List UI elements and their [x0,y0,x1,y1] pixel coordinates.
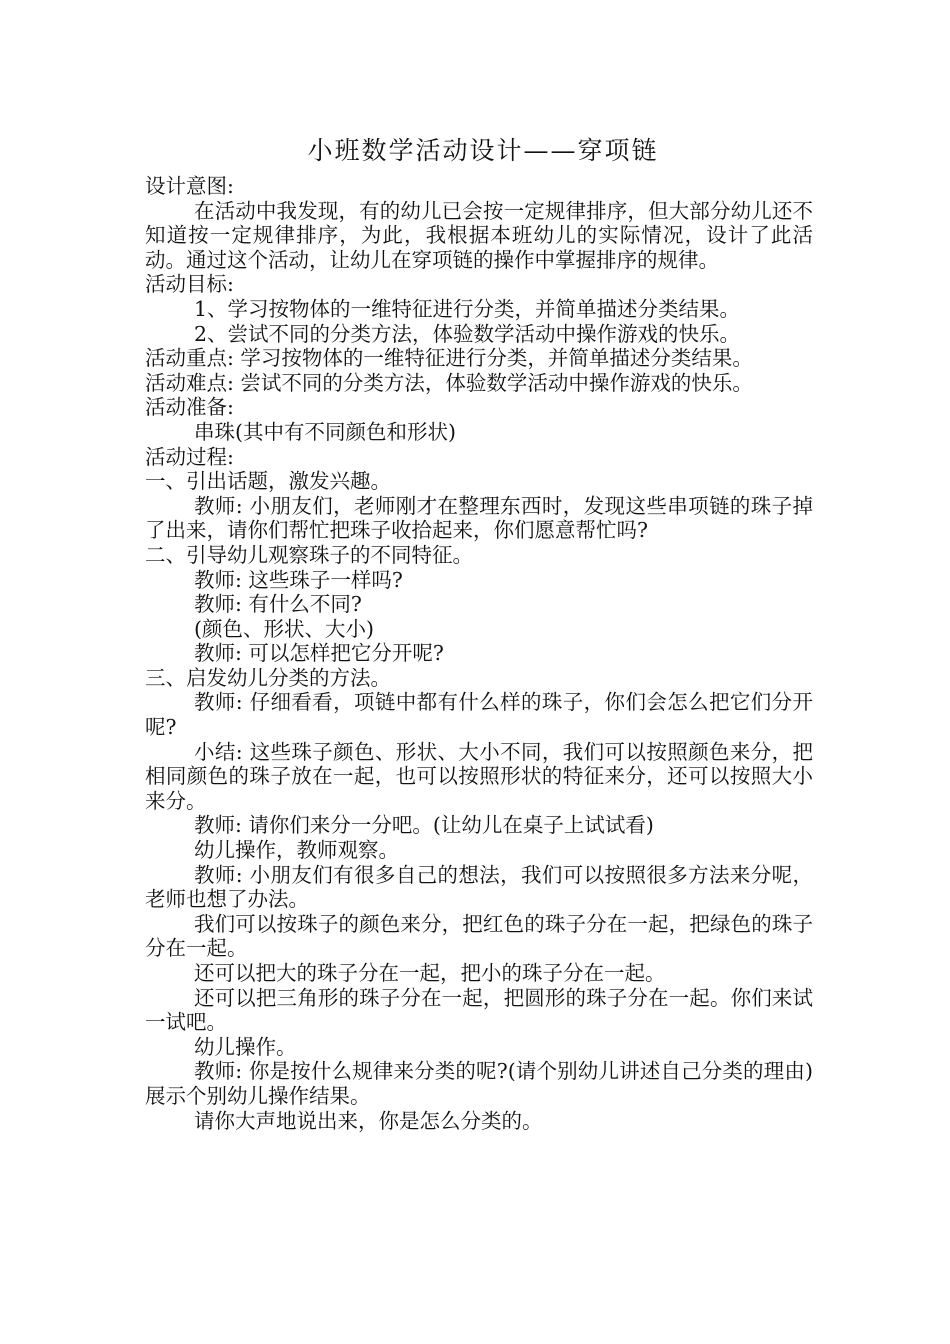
paragraph: 幼儿操作。 [194,1034,297,1059]
paragraph: 教师: 这些珠子一样吗? [194,567,403,592]
paragraph: 还可以把三角形的珠子分在一起，把圆形的珠子分在一起。你们来试一试吧。 [145,985,813,1035]
paragraph: 教师: 小朋友们有很多自己的想法，我们可以按照很多方法来分呢，老师也想了办法。 [145,862,813,912]
paragraph: 我们可以按珠子的颜色来分，把红色的珠子分在一起，把绿色的珠子分在一起。 [145,911,813,961]
paragraph: 活动目标: [145,272,234,297]
paragraph: 设计意图: [145,174,234,198]
paragraph: 一、引出话题，激发兴趣。 [145,469,391,494]
paragraph: 三、启发幼儿分类的方法。 [145,665,391,690]
paragraph: 小结: 这些珠子颜色、形状、大小不同，我们可以按照颜色来分，把相同颜色的珠子放在一起，也可以按照形状的特征来分，还可以按照大小来分。 [145,739,813,813]
document-body [145,174,813,1133]
paragraph: 活动过程: [145,444,234,469]
paragraph: 活动难点: 尝试不同的分类方法，体验数学活动中操作游戏的快乐。 [145,370,753,395]
paragraph: 教师: 请你们来分一分吧。(让幼儿在桌子上试试看) [194,813,654,838]
document-title: 小班数学活动设计——穿项链 [307,136,659,165]
paragraph: 教师: 你是按什么规律来分类的呢?(请个别幼儿讲述自己分类的理由)展示个别幼儿操作结果。 [145,1059,813,1108]
paragraph: 串珠(其中有不同颜色和形状) [194,419,456,444]
paragraph: 在活动中我发现，有的幼儿已会按一定规律排序，但大部分幼儿还不知道按一定规律排序，为此，我根据本班幼儿的实际情况，设计了此活动。通过这个活动，让幼儿在穿项链的操作中掌握排序的规律。 [145,198,813,272]
paragraph: 教师: 小朋友们，老师刚才在整理东西时，发现这些串项链的珠子掉了出来，请你们帮忙把珠子收拾起来，你们愿意帮忙吗? [145,493,813,543]
paragraph: 请你大声地说出来，你是怎么分类的。 [194,1108,543,1133]
paragraph: 活动准备: [145,395,234,420]
paragraph: 教师: 有什么不同? [194,592,362,617]
paragraph: 1、学习按物体的一维特征进行分类，并简单描述分类结果。 [194,296,741,321]
paragraph: 还可以把大的珠子分在一起，把小的珠子分在一起。 [194,961,666,985]
paragraph: 教师: 仔细看看，项链中都有什么样的珠子，你们会怎么把它们分开呢? [145,690,813,740]
paragraph: 活动重点: 学习按物体的一维特征进行分类，并简单描述分类结果。 [145,346,753,371]
document-page [145,128,813,1133]
paragraph: 教师: 可以怎样把它分开呢? [194,641,444,666]
paragraph: 幼儿操作，教师观察。 [194,838,399,863]
paragraph: (颜色、形状、大小) [194,616,374,641]
paragraph: 2、尝试不同的分类方法，体验数学活动中操作游戏的快乐。 [194,321,741,346]
paragraph: 二、引导幼儿观察珠子的不同特征。 [145,542,473,567]
